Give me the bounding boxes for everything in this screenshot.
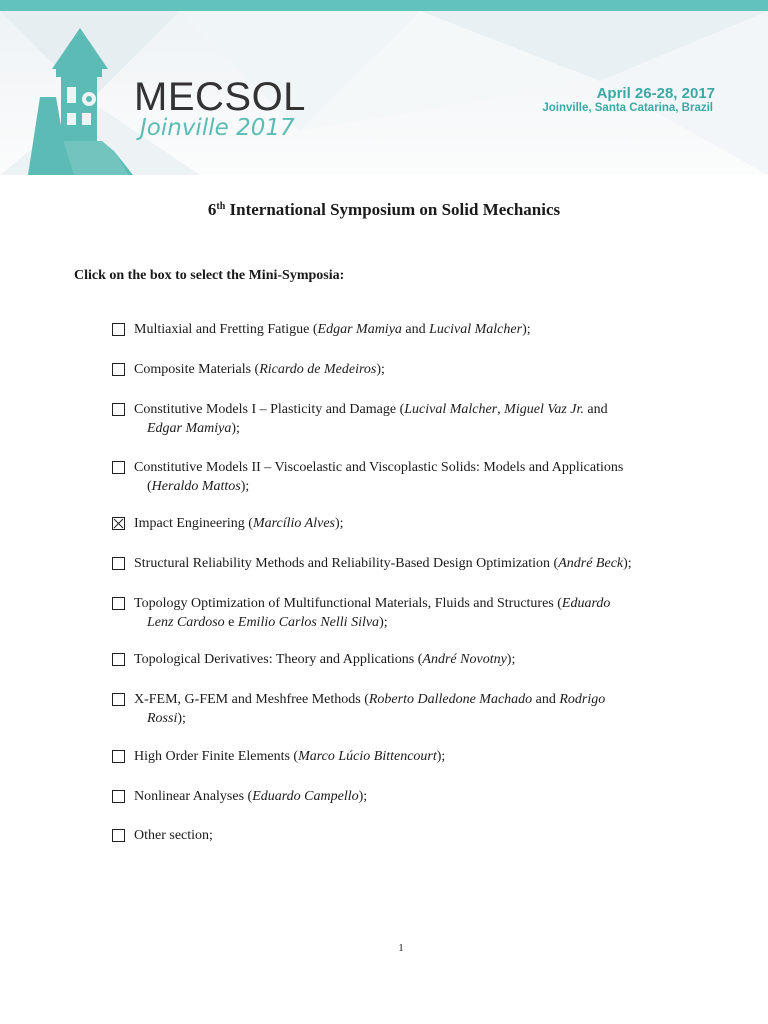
topic-text: Topological Derivatives: Theory and Applications ( bbox=[134, 652, 423, 667]
continuation-line bbox=[134, 709, 724, 728]
checkbox[interactable] bbox=[112, 363, 125, 376]
page-number: 1 bbox=[398, 942, 404, 954]
author-name: Marco Lúcio Bittencourt bbox=[298, 749, 437, 764]
author-name: Eduardo Campello bbox=[252, 789, 359, 804]
instruction-text: Click on the box to select the Mini-Symposia: bbox=[74, 268, 345, 283]
checkbox[interactable] bbox=[112, 829, 125, 842]
author-name: Lucival Malcher bbox=[404, 402, 498, 417]
topic-text: e bbox=[224, 615, 238, 630]
topic-text: ); bbox=[335, 516, 344, 531]
checkbox[interactable] bbox=[112, 790, 125, 803]
author-name: Lenz Cardoso bbox=[147, 615, 225, 630]
church-tower-logo bbox=[28, 25, 138, 175]
mini-symposium-text bbox=[134, 594, 724, 632]
title-text: International Symposium on Solid Mechanics bbox=[225, 200, 561, 219]
mini-symposium-text bbox=[134, 400, 724, 438]
author-name: Emilio Carlos Nelli Silva bbox=[237, 615, 380, 630]
topic-text: Nonlinear Analyses ( bbox=[134, 789, 253, 804]
mini-symposium-text bbox=[134, 690, 724, 728]
x-mark-icon bbox=[113, 518, 124, 529]
mini-symposium-text bbox=[134, 747, 724, 766]
document-title bbox=[0, 200, 768, 220]
topic-text: ); bbox=[358, 789, 368, 804]
checkbox[interactable] bbox=[112, 461, 125, 474]
mini-symposium-text bbox=[134, 826, 724, 845]
continuation-line bbox=[134, 419, 724, 438]
mini-symposium-text bbox=[134, 320, 724, 339]
mini-symposium-text bbox=[134, 514, 724, 533]
checkbox[interactable] bbox=[112, 597, 125, 610]
topic-text: ); bbox=[231, 421, 240, 436]
continuation-line bbox=[134, 613, 724, 632]
topic-text: ); bbox=[376, 362, 385, 377]
topic-text: ( bbox=[147, 479, 152, 494]
topic-text: Topology Optimization of Multifunctional Materials, Fluids and Structures ( bbox=[134, 596, 562, 611]
continuation-line bbox=[134, 477, 724, 496]
topic-text: Constitutive Models I – Plasticity and Damage ( bbox=[134, 402, 405, 417]
title-ordinal-suffix: th bbox=[216, 201, 226, 212]
mini-symposium-text bbox=[134, 787, 724, 806]
topic-text: ); bbox=[522, 322, 531, 337]
event-date: April 26-28, 2017 bbox=[596, 85, 715, 102]
topic-text: Impact Engineering ( bbox=[134, 516, 253, 531]
mini-symposium-text bbox=[134, 650, 724, 669]
author-name: André Beck bbox=[558, 556, 624, 571]
brand-name: MECSOL bbox=[134, 75, 306, 119]
author-name: Roberto Dalledone Machado bbox=[368, 692, 533, 707]
author-name: Marcílio Alves bbox=[252, 516, 335, 531]
topic-text: Structural Reliability Methods and Reliability-Based Design Optimization ( bbox=[134, 556, 559, 571]
topic-text: ); bbox=[436, 749, 446, 764]
topic-text: ); bbox=[177, 711, 186, 726]
checkbox-checked[interactable] bbox=[112, 517, 125, 530]
topic-text: ); bbox=[506, 652, 516, 667]
mini-symposium-text bbox=[134, 360, 724, 379]
topic-text: Constitutive Models II – Viscoelastic and Viscoplastic Solids: Models and Applications bbox=[134, 460, 624, 475]
topic-text: Other section; bbox=[134, 828, 213, 843]
author-name: Edgar Mamiya bbox=[147, 421, 232, 436]
author-name: Edgar Mamiya bbox=[317, 322, 402, 337]
topic-text: , bbox=[497, 402, 505, 417]
topic-text: and bbox=[583, 402, 608, 417]
topic-text: and bbox=[532, 692, 560, 707]
author-name: Rodrigo bbox=[559, 692, 606, 707]
topic-text: X-FEM, G-FEM and Meshfree Methods ( bbox=[134, 692, 369, 707]
checkbox[interactable] bbox=[112, 403, 125, 416]
author-name: Miguel Vaz Jr. bbox=[504, 402, 584, 417]
checkbox[interactable] bbox=[112, 750, 125, 763]
checkbox[interactable] bbox=[112, 323, 125, 336]
checkbox[interactable] bbox=[112, 693, 125, 706]
topic-text: ); bbox=[623, 556, 632, 571]
author-name: André Novotny bbox=[422, 652, 507, 667]
title-ordinal-number: 6 bbox=[207, 200, 217, 219]
topic-text: Multiaxial and Fretting Fatigue ( bbox=[134, 322, 318, 337]
checkbox[interactable] bbox=[112, 557, 125, 570]
author-name: Rossi bbox=[147, 711, 178, 726]
checkbox[interactable] bbox=[112, 653, 125, 666]
author-name: Ricardo de Medeiros bbox=[259, 362, 377, 377]
author-name: Eduardo bbox=[561, 596, 611, 611]
mini-symposium-text bbox=[134, 458, 724, 496]
header-banner bbox=[0, 11, 768, 175]
topic-text: and bbox=[401, 322, 430, 337]
topic-text: Composite Materials ( bbox=[134, 362, 260, 377]
topic-text: High Order Finite Elements ( bbox=[134, 749, 299, 764]
author-name: Heraldo Mattos bbox=[151, 479, 241, 494]
top-accent-bar bbox=[0, 0, 768, 11]
event-location: Joinville, Santa Catarina, Brazil bbox=[542, 102, 713, 114]
brand-subtitle: Joinville 2017 bbox=[140, 115, 295, 141]
topic-text: ); bbox=[240, 479, 250, 494]
mini-symposium-text bbox=[134, 554, 724, 573]
topic-text: ); bbox=[379, 615, 388, 630]
author-name: Lucival Malcher bbox=[429, 322, 523, 337]
